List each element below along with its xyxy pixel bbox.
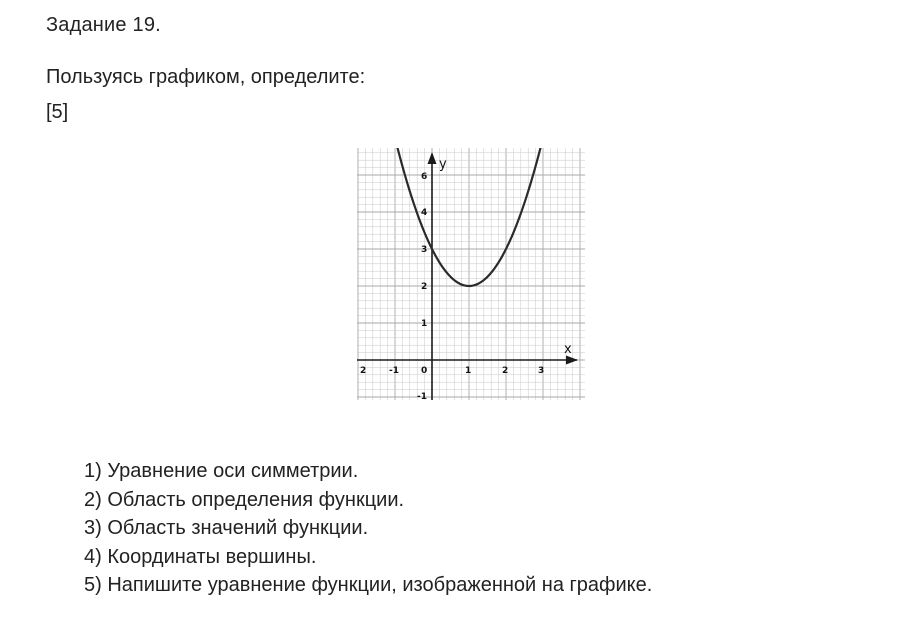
question-item: 5) Напишите уравнение функции, изображенной на графике. [84,574,653,596]
x-axis-label: x [564,342,572,357]
graph-grid [357,148,585,400]
y-tick-label: 1 [421,319,428,329]
graph-canvas [357,148,585,400]
parabola-curve [377,148,566,286]
x-tick-label: 1 [465,366,472,376]
task-number: Задание 19. [46,14,161,36]
x-tick-label: 3 [538,366,545,376]
graph-axes [357,152,578,400]
question-item: 1) Уравнение оси симметрии. [84,460,359,482]
y-tick-label: 6 [421,172,428,182]
x-tick-label: 2 [360,366,367,376]
question-item: 4) Координаты вершины. [84,545,317,568]
y-axis-arrow [428,152,437,164]
y-tick-label: 2 [421,282,428,292]
y-axis-label: y [439,157,447,172]
y-tick-label: -1 [417,392,427,400]
question-item: 2) Область определения функции. [84,488,405,511]
function-graph [357,148,585,400]
y-tick-label: 4 [421,208,428,218]
y-tick-label: 3 [421,245,428,255]
x-tick-label: 2 [502,366,509,376]
x-tick-label: 0 [421,366,428,376]
task-instruction: Пользуясь графиком, определите: [46,66,366,88]
question-item: 3) Область значений функции. [84,517,369,539]
x-tick-label: -1 [389,366,399,376]
question-list [84,457,652,600]
task-score: [5] [46,101,69,123]
